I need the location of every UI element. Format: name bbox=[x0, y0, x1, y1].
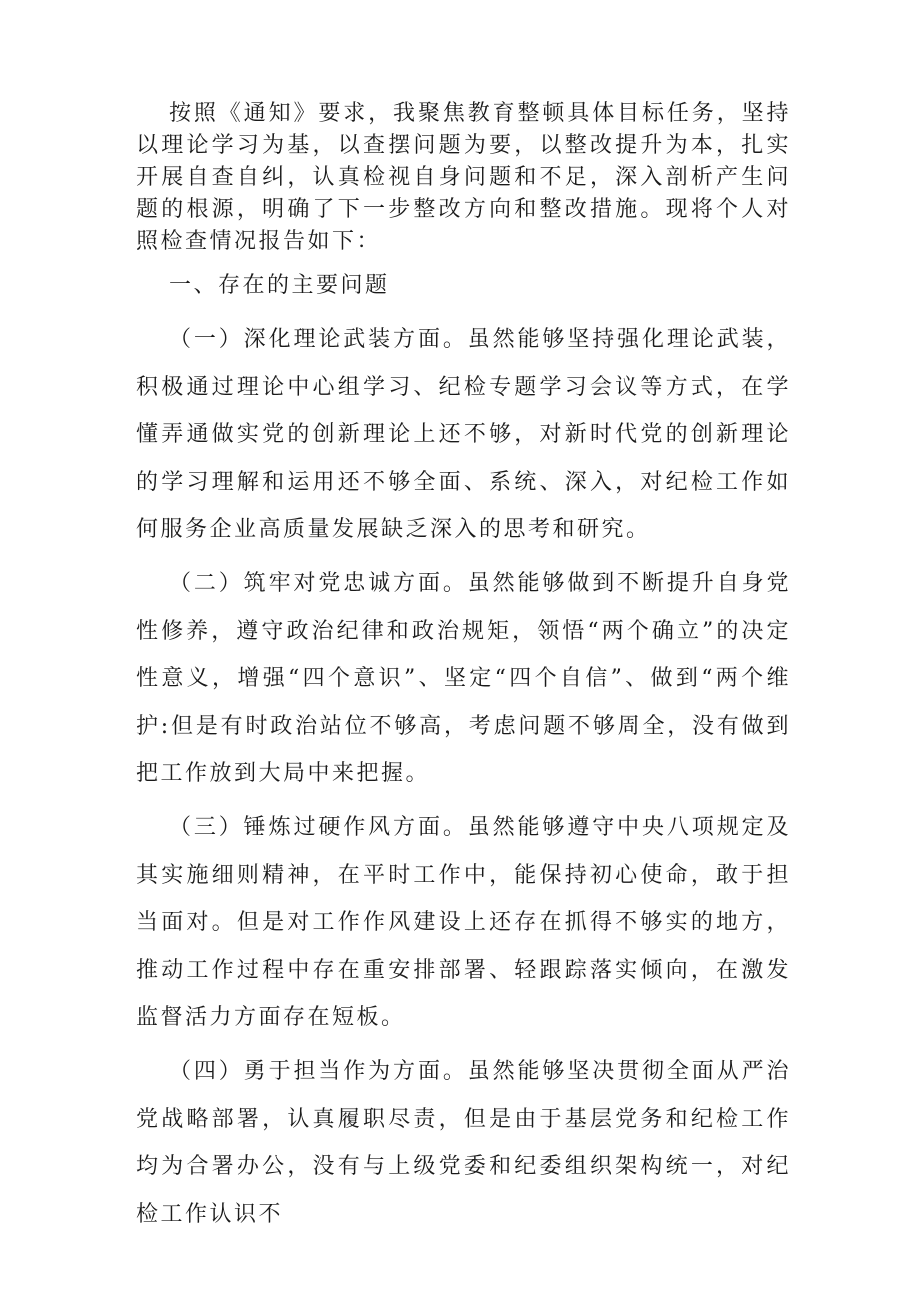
paragraph-theory: （一）深化理论武装方面。虽然能够坚持强化理论武装，积极通过理论中心组学习、纪检专题学习会议等方式，在学懂弄通做实党的创新理论上还不够，对新时代党的创新理论的学习理解和运用还不够全面、系统、深入，对纪检工作如何服务企业高质量发展缺乏深入的思考和研究。 bbox=[136, 327, 791, 543]
section-heading: 一、存在的主要问题 bbox=[169, 273, 390, 298]
document-body bbox=[136, 98, 791, 1238]
paragraph-responsibility: （四）勇于担当作为方面。虽然能够坚决贯彻全面从严治党战略部署，认真履职尽责，但是由于基层党务和纪检工作均为合署办公，没有与上级党委和纪委组织架构统一，对纪检工作认识不 bbox=[136, 1058, 791, 1227]
paragraph-style: （三）锤炼过硬作风方面。虽然能够遵守中央八项规定及其实施细则精神，在平时工作中，能保持初心使命，敢于担当面对。但是对工作作风建设上还存在抓得不够实的地方，推动工作过程中存在重安排部署、轻跟踪落实倾向，在激发监督活力方面存在短板。 bbox=[136, 814, 791, 1031]
intro-paragraph: 按照《通知》要求，我聚焦教育整顿具体目标任务，坚持以理论学习为基，以查摆问题为要，以整改提升为本，扎实开展自查自纠，认真检视自身问题和不足，深入剖析产生问题的根源，明确了下一步整改方向和整改措施。现将个人对照检查情况报告如下： bbox=[136, 101, 791, 254]
paragraph-loyalty: （二）筑牢对党忠诚方面。虽然能够做到不断提升自身党性修养，遵守政治纪律和政治规矩，领悟“两个确立”的决定性意义，增强“四个意识”、坚定“四个自信”、做到“两个维护:但是有时政治站位不够高，考虑问题不够周全，没有做到把工作放到大局中来把握。 bbox=[136, 570, 791, 787]
